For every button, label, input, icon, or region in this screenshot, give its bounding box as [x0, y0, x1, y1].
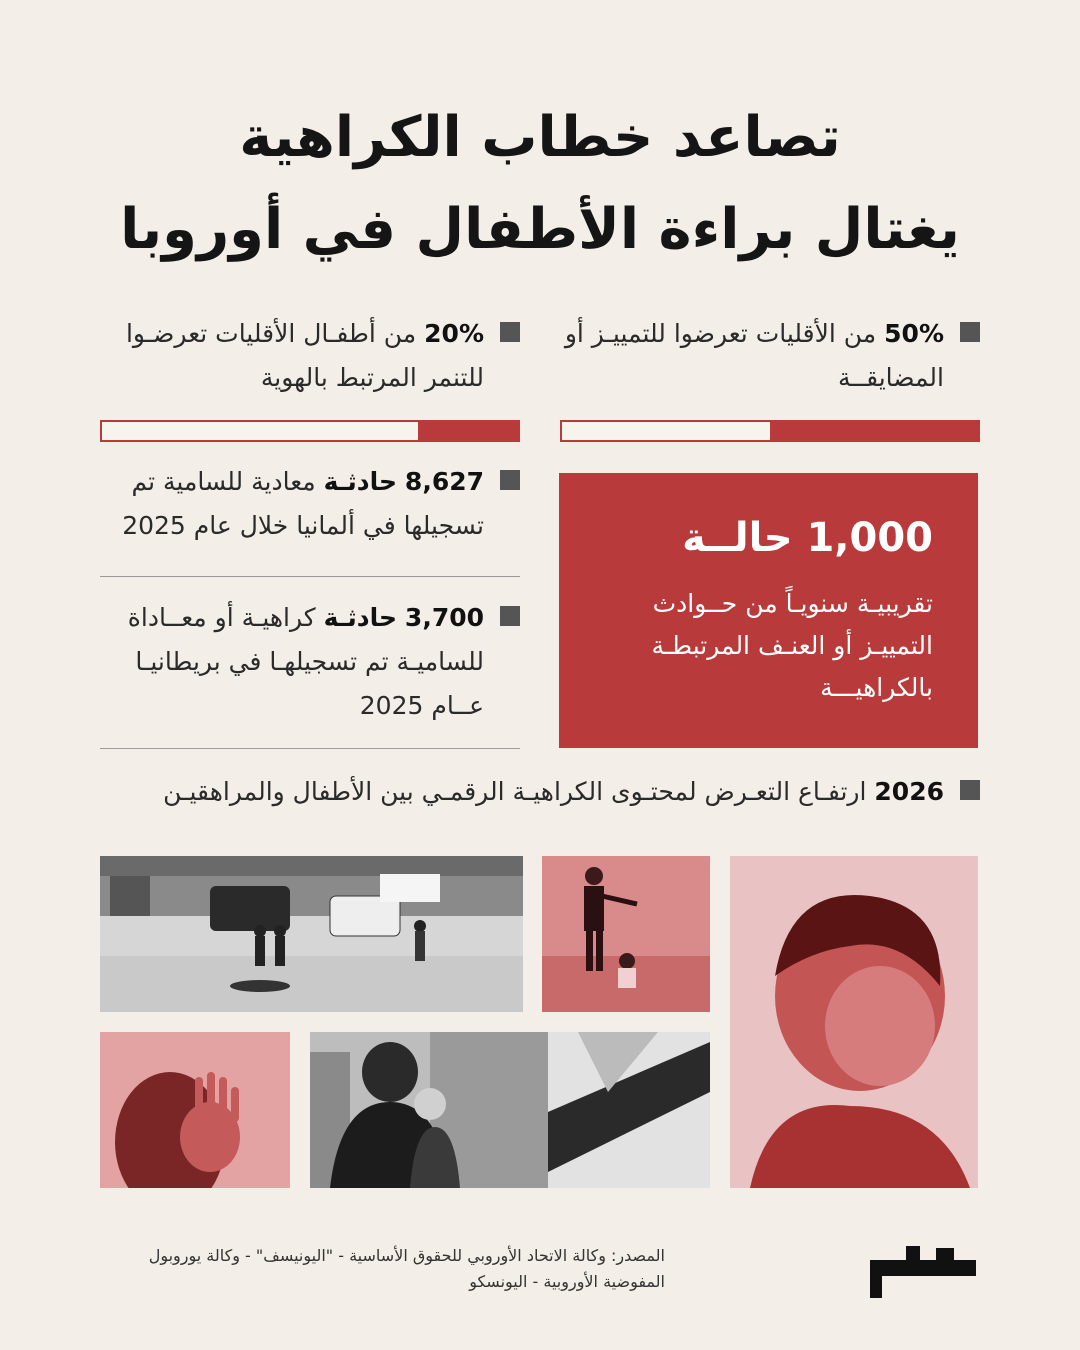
square-bullet-icon — [960, 780, 980, 800]
stat-germany — [100, 460, 520, 548]
stat-value: 3,700 — [404, 603, 484, 632]
divider — [100, 576, 520, 577]
stat-minorities-50 — [560, 312, 980, 400]
stat-description: معادية للسامية تم تسجيلها في ألمانيا خلال عام 2025 — [122, 467, 484, 540]
stat-value: 2026 — [874, 777, 944, 806]
page-title — [0, 92, 1080, 276]
stat-unit: حادثـة — [323, 467, 397, 496]
child-stop-hand-photo — [100, 1032, 290, 1188]
progress-fill — [770, 422, 978, 440]
stat-value: 50% — [884, 319, 944, 348]
source-note: المصدر: وكالة الاتحاد الأوروبي للحقوق الأساسية - "اليونيسف" - وكالة يوروبول المفوضية الأوروبية - اليونسكو — [148, 1246, 665, 1291]
stat-children-20 — [100, 312, 520, 400]
progress-fill — [418, 422, 518, 440]
square-bullet-icon — [500, 606, 520, 626]
stat-text — [163, 770, 944, 814]
protest-banner-photo — [548, 1032, 710, 1188]
stat-value: 8,627 — [404, 467, 484, 496]
square-bullet-icon — [500, 470, 520, 490]
stat-text — [100, 596, 484, 728]
stat-text — [560, 312, 944, 400]
progress-bar-50 — [560, 420, 980, 442]
square-bullet-icon — [500, 322, 520, 342]
title-line-1: تصاعد خطاب الكراهية — [239, 105, 841, 170]
crying-boy-photo — [730, 856, 978, 1188]
highlight-description: تقريبيـة سنويـاً من حــوادث التمييـز أو العنـف المرتبطـة بالكراهيـــة — [651, 589, 933, 702]
title-line-2: يغتال براءة الأطفال في أوروبا — [120, 197, 960, 262]
stat-description: من الأقليات تعرضوا للتمييـز أو المضايقــة — [564, 319, 944, 392]
highlight-box — [559, 473, 978, 748]
street-incident-photo — [100, 856, 523, 1012]
stat-text — [100, 460, 484, 548]
stat-value: 20% — [424, 319, 484, 348]
highlight-value: 1,000 حالــة — [682, 515, 933, 561]
brand-logo — [866, 1240, 980, 1300]
stat-unit: حادثـة — [323, 603, 397, 632]
stat-uk — [100, 596, 520, 728]
woman-child-protest-photo — [310, 1032, 548, 1188]
divider — [100, 748, 520, 749]
beach-child-photo — [542, 856, 710, 1012]
stat-description: كراهيـة أو معــاداة للساميـة تم تسجيلهـا في بريطانيـا عــام 2025 — [127, 603, 484, 720]
stat-description: من أطفـال الأقليات تعرضـوا للتنمر المرتبط بالهوية — [125, 319, 484, 392]
stat-text — [100, 312, 484, 400]
square-bullet-icon — [960, 322, 980, 342]
progress-bar-20 — [100, 420, 520, 442]
stat-2026 — [100, 770, 980, 814]
stat-description: ارتفـاع التعـرض لمحتـوى الكراهيـة الرقمـي بين الأطفال والمراهقيـن — [163, 777, 867, 806]
